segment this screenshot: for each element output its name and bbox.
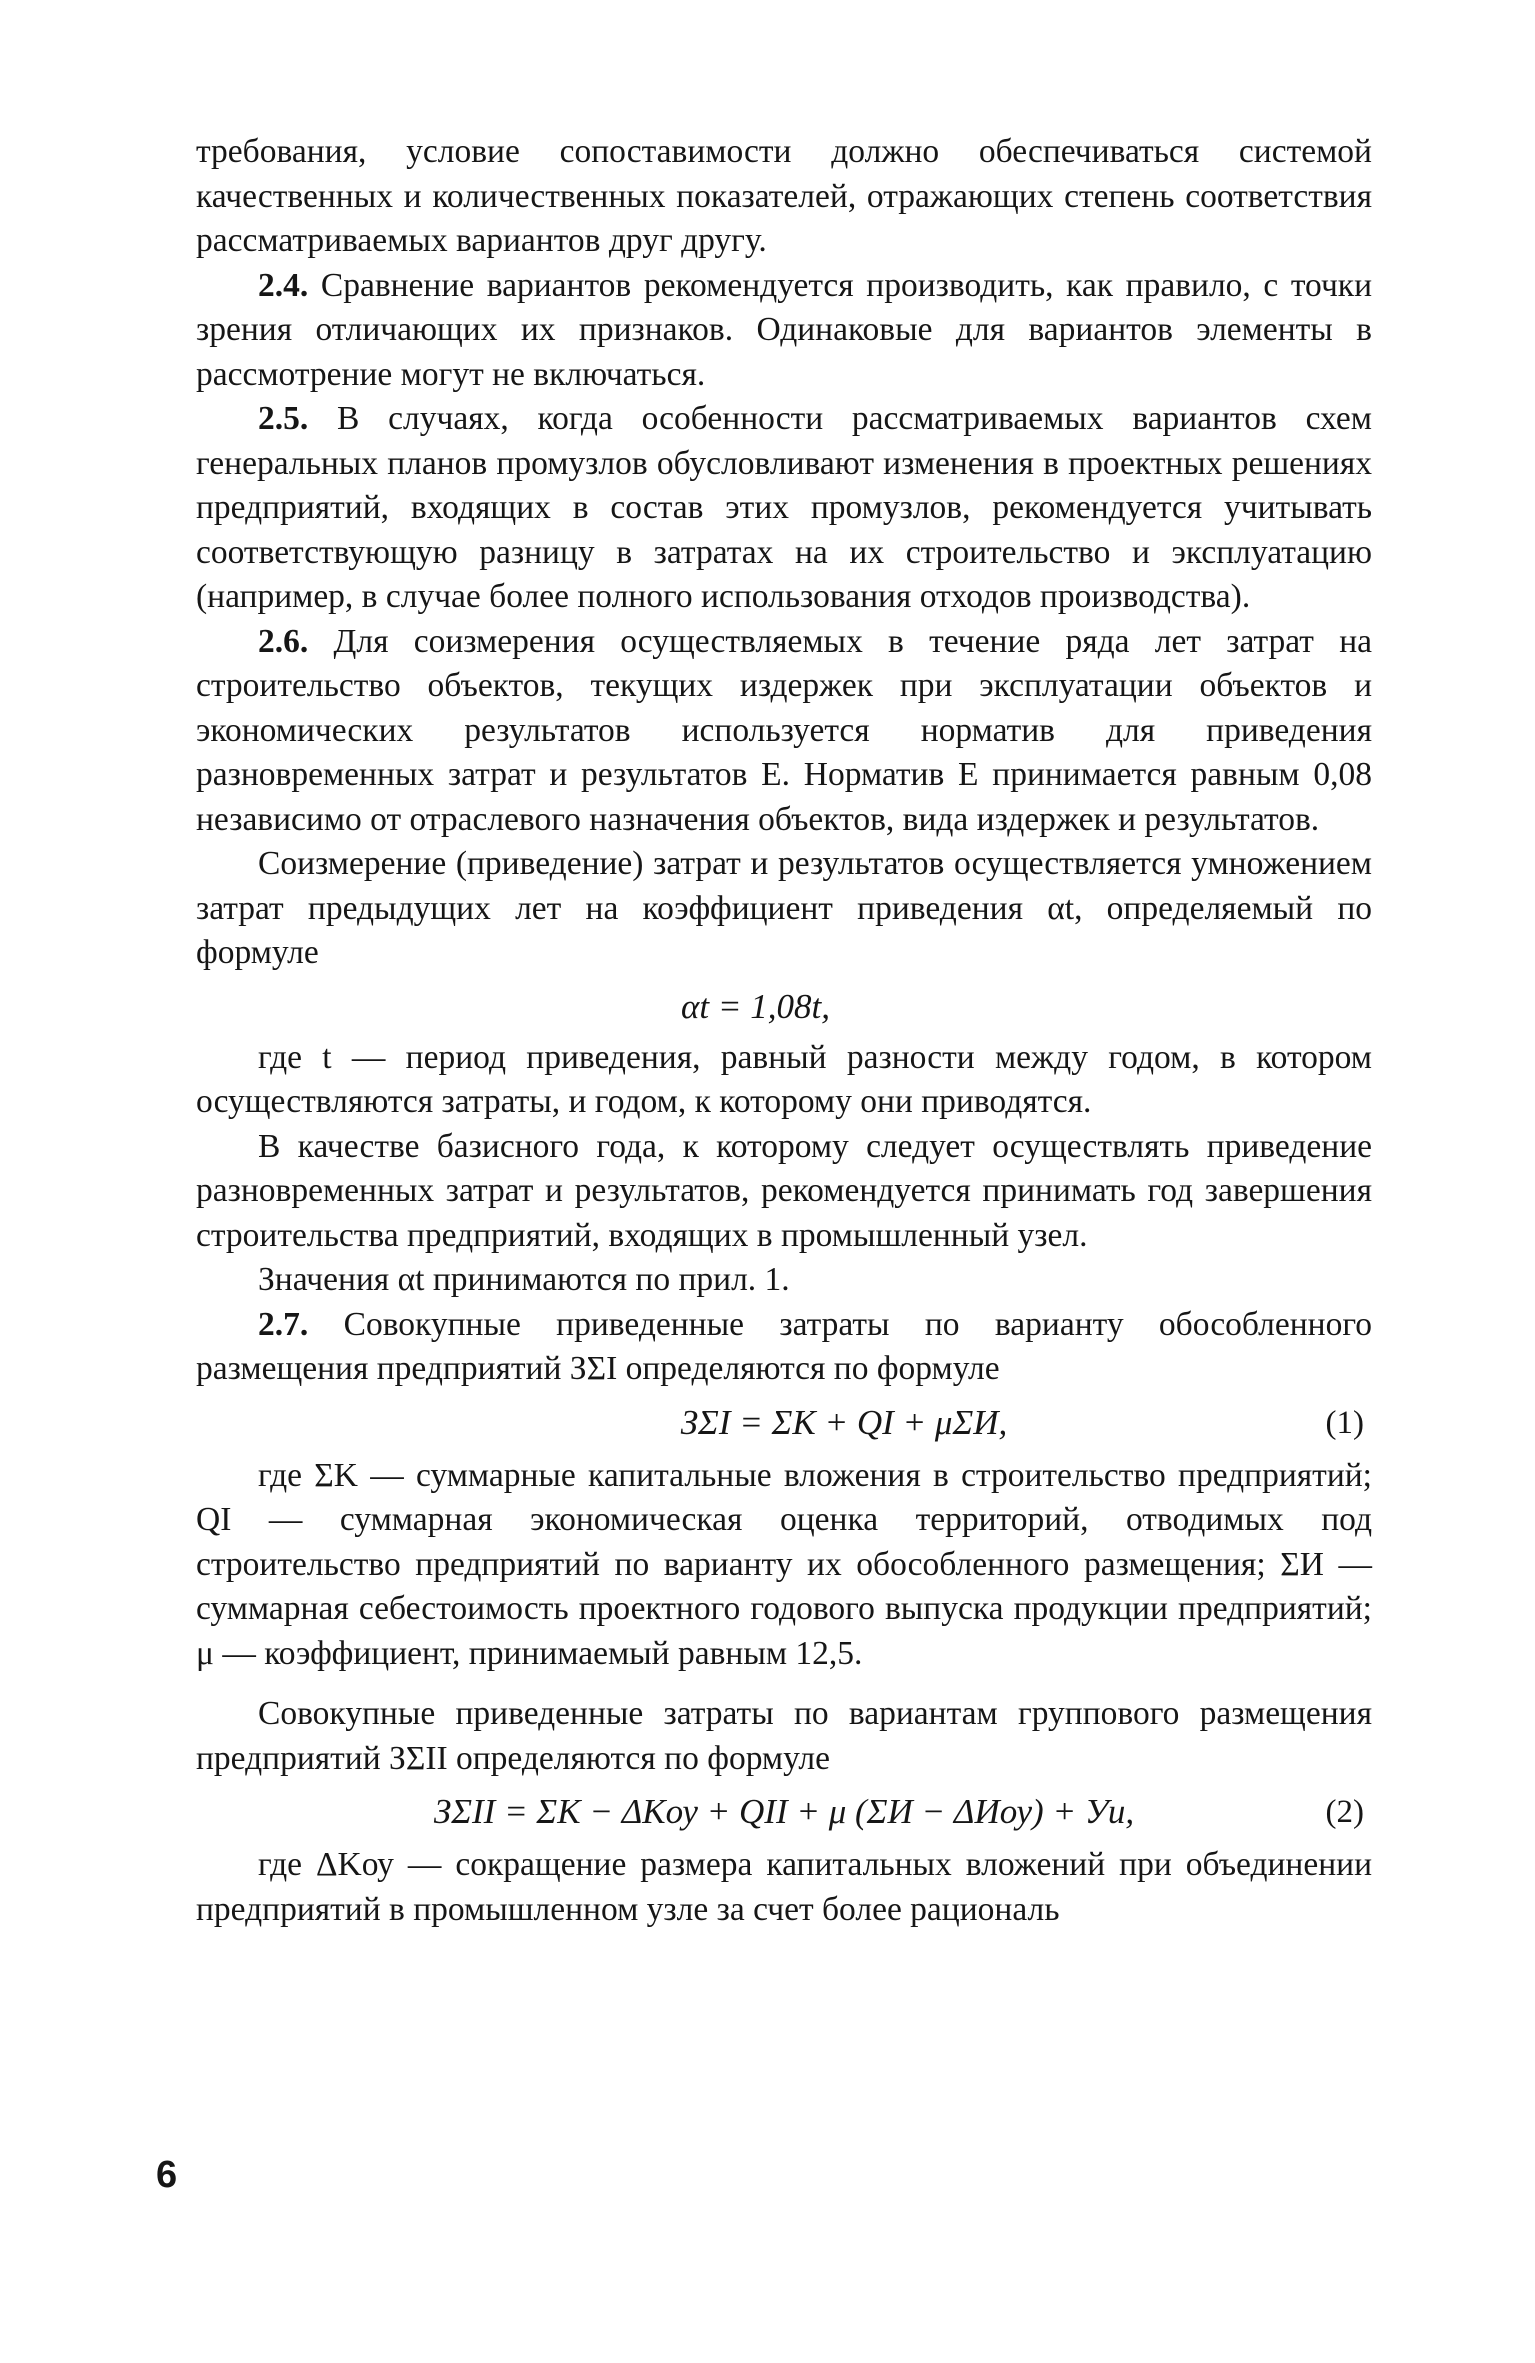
paragraph: [196, 1843, 1372, 1932]
paragraph-text: В качестве базисного года, к которому следует осуществлять приведение разновременных затрат и результатов, рекомендуется принимать год завершения строительства предприятий, входящих в промышленный узел.: [196, 1127, 1372, 1254]
paragraph: [196, 620, 1372, 843]
paragraph-text: Совокупные приведенные затраты по варианту обособленного размещения предприятий ЗΣI определяются по формуле: [196, 1305, 1372, 1387]
formula-2-number: (2): [1325, 1794, 1364, 1830]
paragraph: [196, 1125, 1372, 1259]
formula-alpha: [196, 976, 1372, 1036]
formula-1: [196, 1392, 1372, 1454]
page-number: 6: [156, 2154, 178, 2196]
paragraph: [196, 1303, 1372, 1392]
paragraph-text: требования, условие сопоставимости должно обеспечиваться системой качественных и количественных показателей, отражающих степень соответствия рассматриваемых вариантов друг другу.: [196, 133, 1372, 259]
formula-alpha-expression: αt = 1,08t,: [681, 986, 830, 1026]
paragraph-group: [196, 1036, 1372, 1392]
paragraph-group: [196, 130, 1372, 976]
body-text: [196, 130, 1372, 1932]
paragraph: [196, 842, 1372, 976]
paragraph-text: где ΣK — суммарные капитальные вложения в строительство предприятий; QI — суммарная экономическая оценка территорий, отводимых под строительство предприятий по варианту их обособленного размещения; ΣИ — суммарная себестоимость проектного годового выпуска продукции предприятий; μ — коэффициент, принимаемый равным 12,5.: [196, 1456, 1372, 1672]
paragraph-text: где t — период приведения, равный разности между годом, в котором осуществляются затраты, и годом, к которому они приводятся.: [196, 1038, 1372, 1120]
paragraph-text: Сравнение вариантов рекомендуется производить, как правило, с точки зрения отличающих их признаков. Одинаковые для вариантов элементы в рассмотрение могут не включаться.: [196, 266, 1372, 393]
paragraph: [196, 1454, 1372, 1677]
paragraph-text: где ΔKоу — сокращение размера капитальных вложений при объединении предприятий в промышленном узле за счет более рациональ: [196, 1846, 1372, 1928]
formula-2-expression: ЗΣII = ΣK − ΔKоу + QII + μ (ΣИ − ΔИоу) + Уи,: [433, 1792, 1135, 1831]
paragraph: [196, 397, 1372, 620]
paragraph-text: В случаях, когда особенности рассматриваемых вариантов схем генеральных планов промузлов обусловливают изменения в проектных решениях предприятий, входящих в состав этих промузлов, рекомендуется учитывать соответствующую разницу в затратах на их строительство и эксплуатацию (например, в случае более полного использования отходов производства).: [196, 400, 1372, 615]
formula-1-expression: ЗΣI = ΣK + QI + μΣИ,: [680, 1402, 1008, 1442]
section-number: 2.5.: [258, 400, 309, 437]
section-number: 2.7.: [258, 1305, 309, 1343]
paragraph-text: Для соизмерения осуществляемых в течение ряда лет затрат на строительство объектов, текущих издержек при эксплуатации объектов и экономических результатов используется норматив для приведения разновременных затрат и результатов E. Норматив E принимается равным 0,08 независимо от отраслевого назначения объектов, вида издержек и результатов.: [196, 622, 1372, 838]
paragraph: [196, 264, 1372, 398]
paragraph-text: Значения αt принимаются по прил. 1.: [258, 1261, 790, 1298]
formula-1-number: (1): [1325, 1404, 1364, 1441]
paragraph: [196, 1258, 1372, 1303]
paragraph-group: [196, 1454, 1372, 1782]
paragraph: [196, 1036, 1372, 1125]
formula-2: [196, 1781, 1372, 1843]
paragraph-text: Совокупные приведенные затраты по вариантам группового размещения предприятий ЗΣII определяются по формуле: [196, 1695, 1372, 1777]
paragraph-text: Соизмерение (приведение) затрат и результатов осуществляется умножением затрат предыдущих лет на коэффициент приведения αt, определяемый по формуле: [196, 845, 1372, 971]
section-number: 2.6.: [258, 622, 309, 660]
paragraph: [196, 130, 1372, 264]
section-number: 2.4.: [258, 266, 309, 304]
paragraph-group: [196, 1843, 1372, 1932]
paragraph: [196, 1692, 1372, 1781]
